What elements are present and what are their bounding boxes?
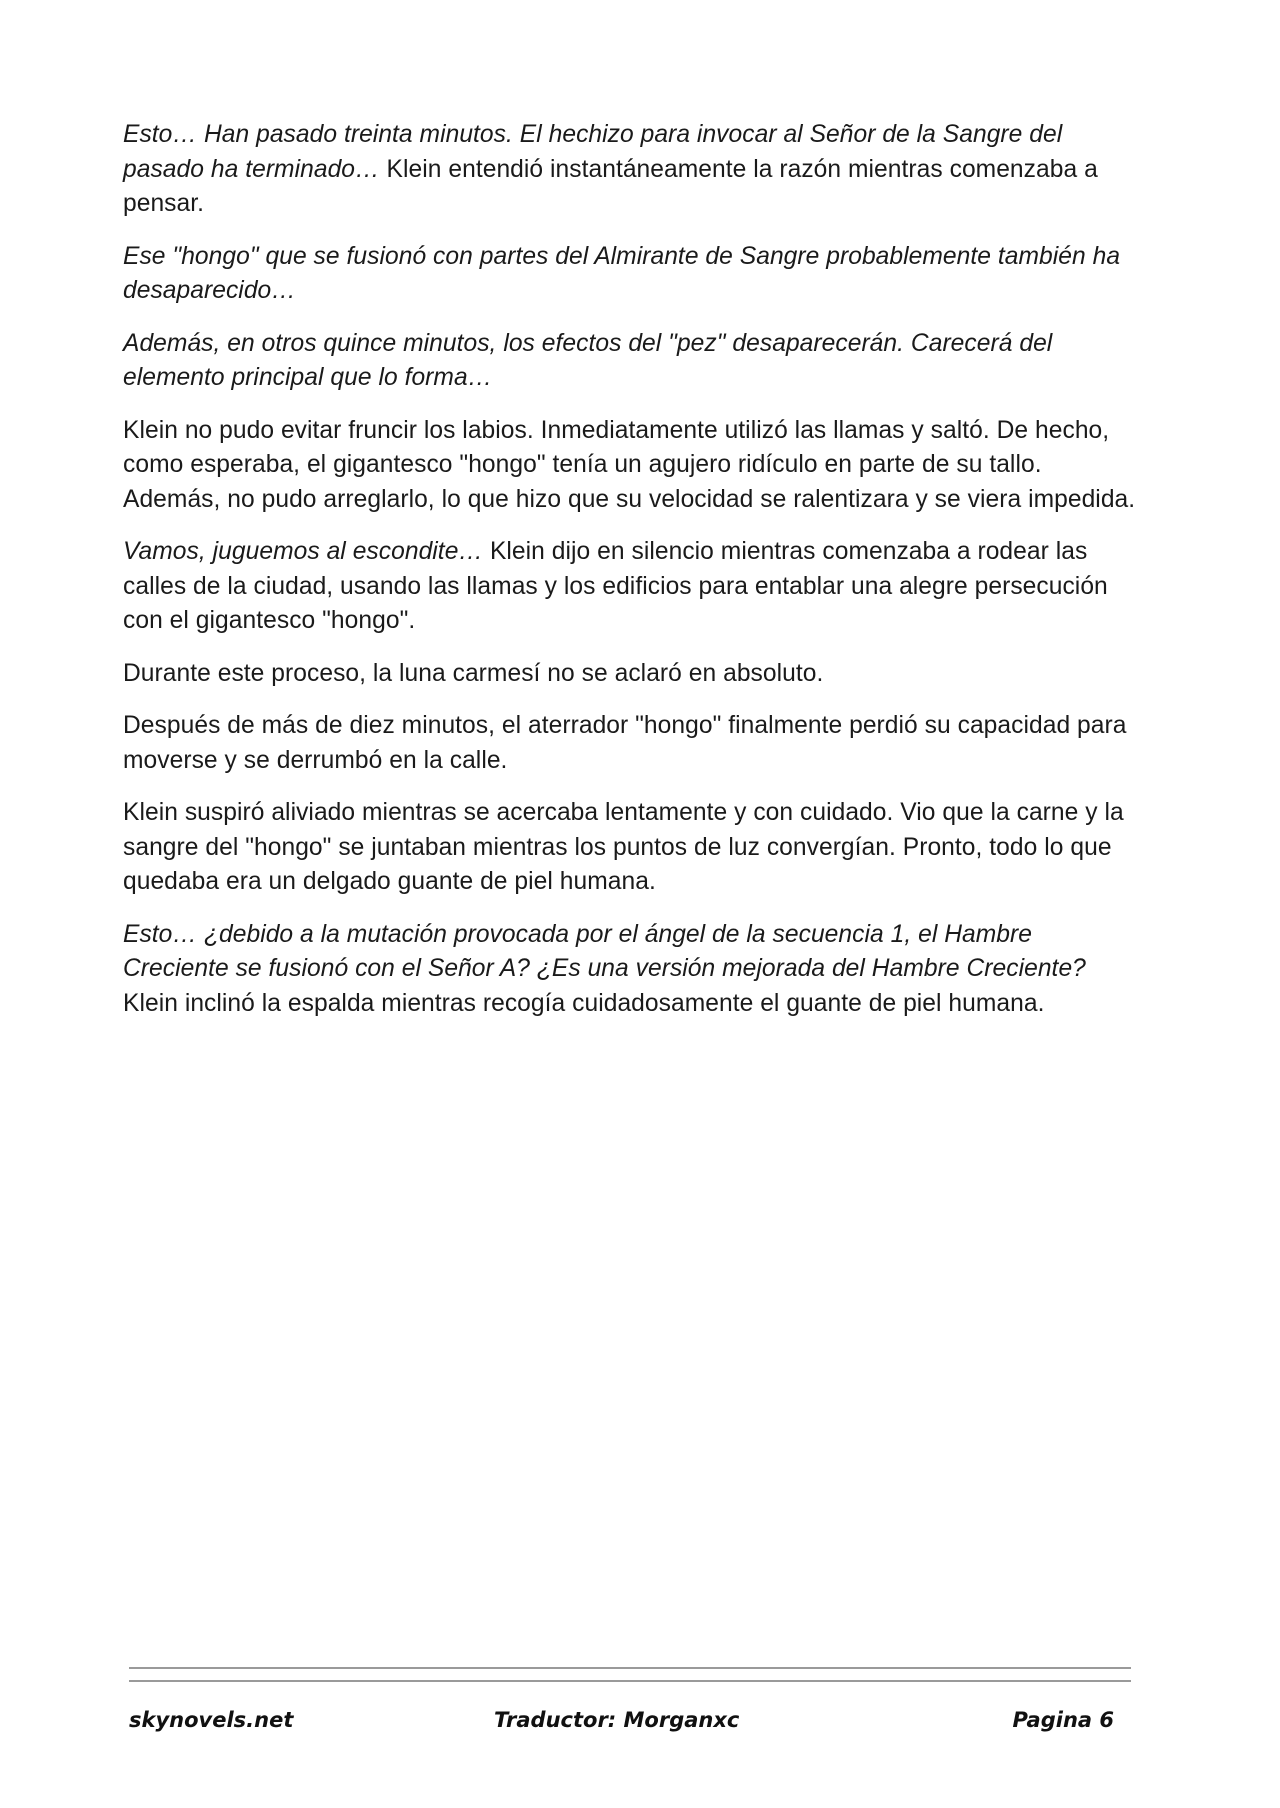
paragraph-5	[123, 535, 1143, 639]
italic-text: Esto… ¿debido a la mutación provocada por el ángel de la secuencia 1, el Hambre Creciente se fusionó con el Señor A? ¿Es una versión mejorada del Hambre Creciente?	[123, 920, 1086, 982]
italic-text: Esto… Han pasado treinta minutos. El hechizo para invocar al Señor de la Sangre del pasado ha terminado…	[123, 121, 1063, 183]
footer-rule-bottom	[129, 1680, 1131, 1682]
paragraph-9	[123, 918, 1143, 1022]
paragraph-8	[123, 796, 1143, 900]
regular-text: Después de más de diez minutos, el aterrador "hongo" finalmente perdió su capacidad para moverse y se derrumbó en la calle.	[123, 712, 1127, 774]
paragraph-4	[123, 414, 1143, 518]
footer-divider	[129, 1667, 1131, 1682]
paragraph-1	[123, 118, 1143, 222]
regular-text: Klein dijo en silencio mientras comenzaba a rodear las calles de la ciudad, usando las llamas y los edificios para entablar una alegre persecución con el gigantesco "hongo".	[123, 538, 1108, 634]
regular-text: Klein entendió instantáneamente la razón mientras comenzaba a pensar.	[123, 155, 1098, 217]
regular-text: Durante este proceso, la luna carmesí no se aclaró en absoluto.	[123, 659, 824, 687]
footer-page-number: Pagina 6	[1012, 1708, 1114, 1732]
paragraph-6	[123, 657, 1143, 692]
italic-text: Ese "hongo" que se fusionó con partes del Almirante de Sangre probablemente también ha desaparecido…	[123, 242, 1121, 304]
regular-text: Klein inclinó la espalda mientras recogía cuidadosamente el guante de piel humana.	[123, 989, 1045, 1017]
body-text	[123, 118, 1143, 1039]
italic-text: Vamos, juguemos al escondite…	[123, 538, 484, 565]
page-footer	[129, 1708, 1131, 1744]
footer-site: skynovels.net	[129, 1708, 294, 1732]
paragraph-2	[123, 240, 1143, 309]
regular-text: Klein suspiró aliviado mientras se acercaba lentamente y con cuidado. Vio que la carne y la sangre del "hongo" se juntaban mientras los puntos de luz convergían. Pronto, todo lo que quedaba era un delgado guante de piel humana.	[123, 799, 1124, 895]
footer-rule-top	[129, 1667, 1131, 1669]
paragraph-7	[123, 709, 1143, 778]
footer-translator: Traductor: Morganxc	[494, 1708, 740, 1732]
regular-text: Klein no pudo evitar fruncir los labios. Inmediatamente utilizó las llamas y saltó. De hecho, como esperaba, el gigantesco "hongo" tenía un agujero ridículo en parte de su tallo. Además, no pudo arreglarlo, lo que hizo que su velocidad se ralentizara y se viera impedida.	[123, 416, 1136, 513]
italic-text: Además, en otros quince minutos, los efectos del "pez" desaparecerán. Carecerá del elemento principal que lo forma…	[123, 329, 1053, 391]
paragraph-3	[123, 327, 1143, 396]
